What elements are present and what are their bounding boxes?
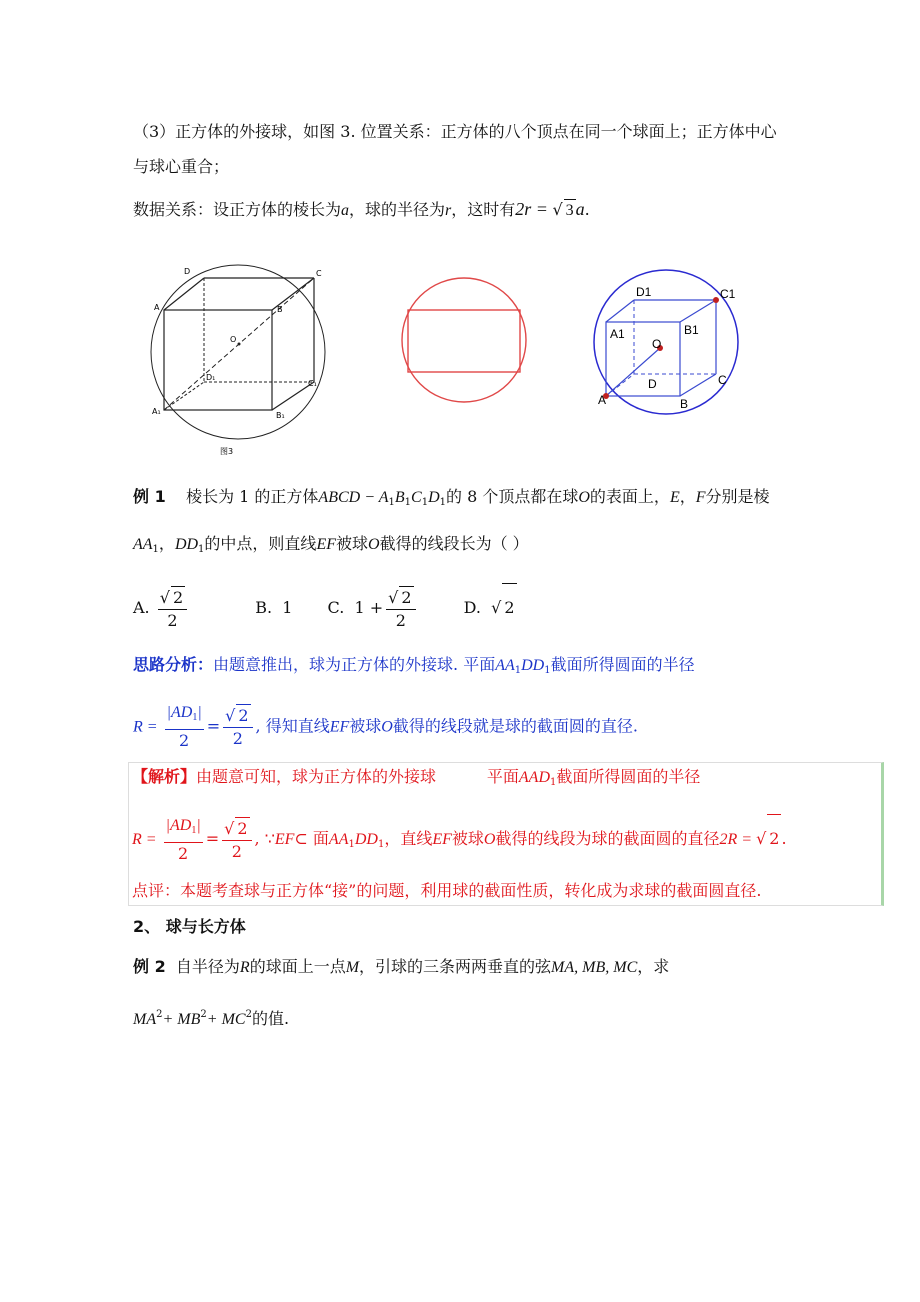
solution-comment: 点评：本题考查球与正方体“接”的问题，利用球的截面性质，转化成为求球的截面圆直径. <box>132 881 762 900</box>
label-A1: A1 <box>610 327 625 341</box>
label-O: O <box>230 335 237 344</box>
figure-caption: 图3 <box>220 447 234 456</box>
label-A1: A₁ <box>152 407 161 416</box>
example2-line1: 例 2 自半径为R的球面上一点M，引球的三条两两垂直的弦MA, MB, MC，求 <box>133 957 670 976</box>
analysis-line2: R = $\frac{|AD_1|}{2}$ = $\frac{√ 2}{2}$ , 得知直线EF被球O截得的线段就是球的截面圆的直径. <box>133 704 638 750</box>
figure-labeled-cube <box>588 264 748 424</box>
option-c[interactable]: C. 1 + $\frac{√ 2}{2}$ <box>328 584 419 632</box>
label-O: O <box>652 337 662 351</box>
label-D: D <box>648 377 657 391</box>
label-A: A <box>154 303 160 312</box>
label-D: D <box>184 267 191 276</box>
example1-line2: $AA_1$，$DD_1$的中点，则直线EF被球O截得的线段长为（ ） <box>133 534 529 555</box>
label-C1: C₁ <box>308 379 317 388</box>
example1-line1: 例 1 棱长为 1 的正方体ABCD − $A_1B_1C_1D_1$的 8 个顶点都在球O的表面上，E，F分别是棱 <box>133 487 770 508</box>
label-B1: B₁ <box>276 411 285 420</box>
label-D1: D1 <box>636 285 652 299</box>
label-D1: D₁ <box>206 373 216 382</box>
example1-options <box>133 583 517 633</box>
example2-line2: $MA^2+ MB^2+ MC^2$的值. <box>133 1009 290 1028</box>
option-b[interactable]: B. 1 <box>255 598 293 617</box>
para-line-2: 与球心重合； <box>133 157 230 176</box>
solution-line2: R = $\frac{|AD_1|}{2}$ = $\frac{√ 2}{2}$ , ∵EF⊂ 面$AA_1DD_1$，直线EF被球O截得的线段为球的截面圆的直径2R = √ 2 . <box>132 814 787 864</box>
analysis-line1: 思路分析：由题意推出，球为正方体的外接球. 平面$AA_1DD_1$截面所得圆面的半径 <box>133 655 695 676</box>
option-a[interactable]: A. $\frac{√ 2}{2}$ <box>133 584 190 632</box>
figure-cross-section <box>398 274 530 406</box>
label-B1: B1 <box>684 323 699 337</box>
label-A: A <box>598 393 607 407</box>
data-relation-line: 数据关系：设正方体的棱长为a，球的半径为r，这时有2r = √ 3 a. <box>133 198 590 222</box>
figure-cube-in-sphere <box>140 262 340 460</box>
label-C: C <box>718 373 727 387</box>
section-2-title: 2、 球与长方体 <box>133 917 246 936</box>
para-line-1: （3）正方体的外接球，如图 3. 位置关系：正方体的八个顶点在同一个球面上；正方体中心 <box>133 122 777 141</box>
solution-line1: 【解析】由题意可知，球为正方体的外接球 平面$AAD_1$截面所得圆面的半径 <box>132 767 701 788</box>
label-C: C <box>316 269 322 278</box>
option-d[interactable]: D. √ 2 <box>464 583 517 632</box>
label-B: B <box>277 305 283 314</box>
label-C1: C1 <box>720 287 736 301</box>
label-B: B <box>680 397 689 411</box>
